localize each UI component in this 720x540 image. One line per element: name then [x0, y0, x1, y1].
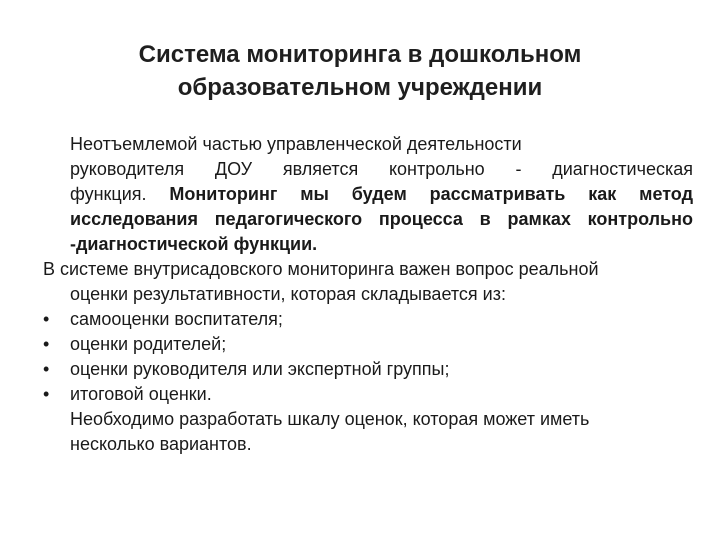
intro-line-3-bold: Мониторинг мы будем рассматривать как метод [169, 184, 693, 204]
system-line-2: оценки результативности, которая складывается из: [70, 284, 506, 304]
system-line-1: В системе внутрисадовского мониторинга важен вопрос реальной [43, 259, 599, 279]
conclusion-line-1: Необходимо разработать шкалу оценок, которая может иметь [70, 409, 590, 429]
intro-paragraph [70, 132, 693, 257]
list-item-text: оценки руководителя или экспертной группы; [70, 359, 450, 379]
system-paragraph [43, 257, 693, 307]
intro-line-4: исследования педагогического процесса в рамках контрольно [70, 209, 693, 229]
list-item-text: итоговой оценки. [70, 384, 212, 404]
slide-body [43, 132, 693, 457]
list-item [43, 307, 693, 332]
list-item-text: самооценки воспитателя; [70, 309, 283, 329]
bullet-icon: • [43, 384, 50, 404]
intro-line-2: руководителя ДОУ является контрольно - диагностическая [70, 159, 693, 179]
list-item-text: оценки родителей; [70, 334, 227, 354]
intro-line-3 [70, 182, 693, 207]
list-item [43, 332, 693, 357]
slide-title [60, 38, 660, 104]
bullet-icon: • [43, 359, 50, 379]
bullet-icon: • [43, 334, 50, 354]
intro-line-5: -диагностической функции. [70, 234, 318, 254]
intro-line-1: Неотъемлемой частью управленческой деятельности [70, 134, 522, 154]
intro-line-3-regular: функция. [70, 184, 170, 204]
conclusion-paragraph [70, 407, 693, 457]
slide-title-line-1: Система мониторинга в дошкольном [138, 41, 582, 68]
list-item [43, 357, 693, 382]
bullet-list [43, 307, 693, 407]
conclusion-line-2: несколько вариантов. [70, 434, 252, 454]
list-item [43, 382, 693, 407]
slide-title-line-2: образовательном учреждении [177, 74, 543, 101]
bullet-icon: • [43, 309, 50, 329]
